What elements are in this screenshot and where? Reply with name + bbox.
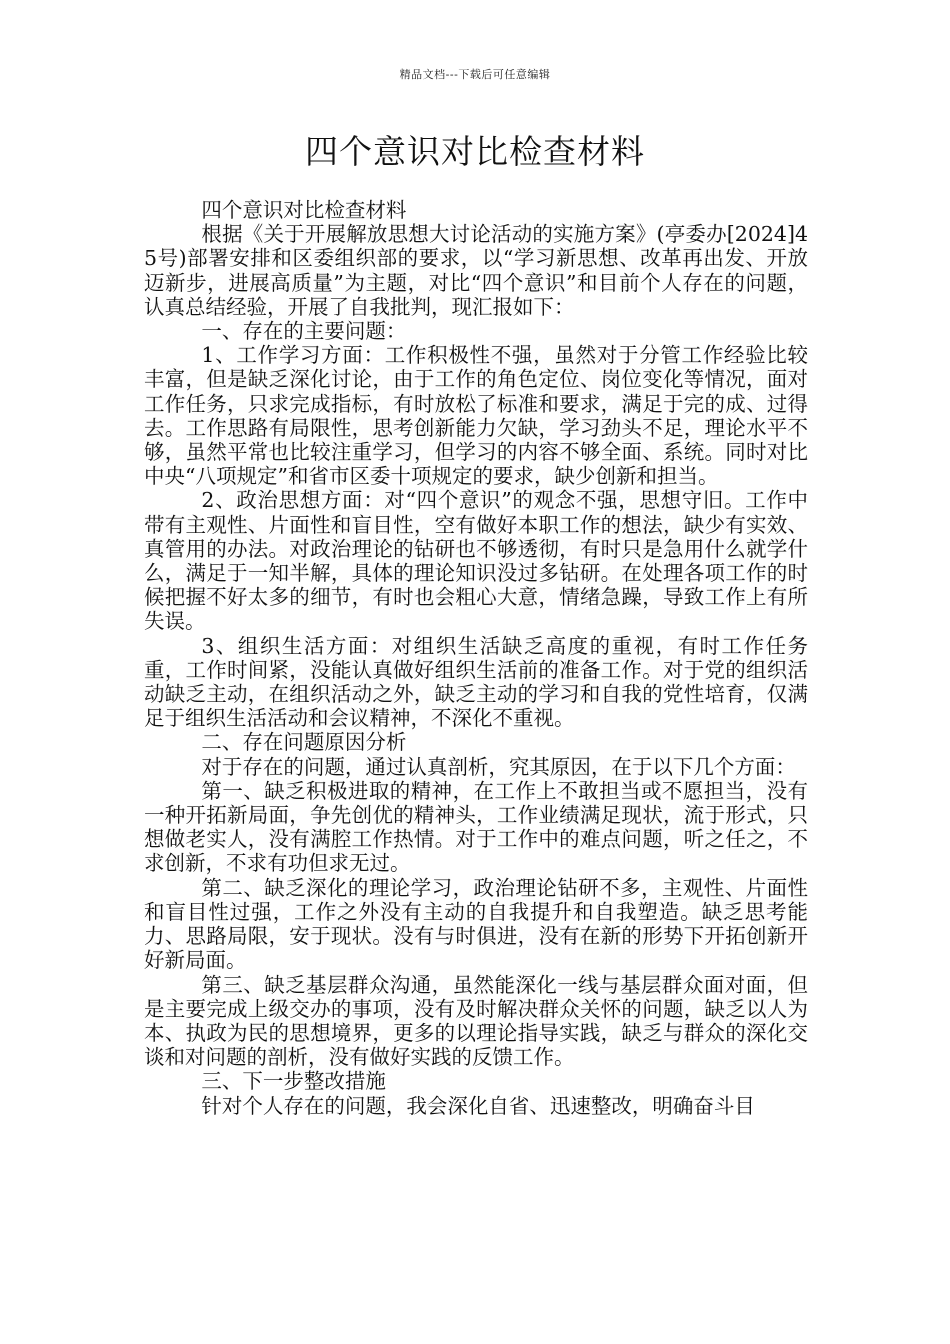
section-heading-causes: 二、存在问题原因分析 <box>201 730 407 755</box>
paragraph-cause-3: 第三、缺乏基层群众沟通，虽然能深化一线与基层群众面对面，但是主要完成上级交办的事项，没有及时解决群众关怀的问题，缺乏以人为本、执政为民的思想境界，更多的以理论指导实践，缺乏与群众的深化交谈和对问题的剖析，没有做好实践的反馈工作。 <box>144 972 808 1070</box>
paragraph-cause-2: 第二、缺乏深化的理论学习，政治理论钻研不多，主观性、片面性和盲目性过强，工作之外没有主动的自我提升和自我塑造。缺乏思考能力、思路局限，安于现状。没有与时俱进，没有在新的形势下开拓创新开好新局面。 <box>144 875 808 973</box>
section-heading-problems: 一、存在的主要问题： <box>201 319 407 344</box>
paragraph-measures-intro: 针对个人存在的问题，我会深化自省、迅速整改，明确奋斗目 <box>201 1093 755 1118</box>
paragraph-problem-3: 3、组织生活方面：对组织生活缺乏高度的重视，有时工作任务重，工作时间紧，没能认真做好组织生活前的准备工作。对于党的组织活动缺乏主动，在组织活动之外，缺乏主动的学习和自我的党性培育，仅满足于组织生活活动和会议精神，不深化不重视。 <box>144 633 808 731</box>
page-header: 精品文档---下载后可任意编辑 <box>399 68 551 81</box>
paragraph-subtitle: 四个意识对比检查材料 <box>201 198 407 222</box>
paragraph-intro: 根据《关于开展解放思想大讨论活动的实施方案》(亭委办[2024]45号)部署安排和区委组织部的要求，以“学习新思想、改革再出发、开放迈新步，进展高质量”为主题，对比“四个意识”和目前个人存在的问题，认真总结经验，开展了自我批判，现汇报如下： <box>144 222 808 319</box>
document-body <box>144 198 808 1118</box>
paragraph-causes-intro: 对于存在的问题，通过认真剖析，究其原因，在于以下几个方面： <box>201 754 796 779</box>
section-heading-measures: 三、下一步整改措施 <box>201 1069 386 1094</box>
paragraph-cause-1: 第一、缺乏积极进取的精神，在工作上不敢担当或不愿担当，没有一种开拓新局面，争先创优的精神头，工作业绩满足现状，流于形式，只想做老实人，没有满腔工作热情。对于工作中的难点问题，听之任之，不求创新，不求有功但求无过。 <box>144 778 808 876</box>
document-title: 四个意识对比检查材料 <box>305 132 645 171</box>
paragraph-problem-1: 1、工作学习方面：工作积极性不强，虽然对于分管工作经验比较丰富，但是缺乏深化讨论，由于工作的角色定位、岗位变化等情况，面对工作任务，只求完成指标，有时放松了标准和要求，满足于完的成、过得去。工作思路有局限性，思考创新能力欠缺，学习劲头不足，理论水平不够，虽然平常也比较注重学习，但学习的内容不够全面、系统。同时对比中央“八项规定”和省市区委十项规定的要求，缺少创新和担当。 <box>144 343 808 489</box>
paragraph-problem-2: 2、政治思想方面：对“四个意识”的观念不强，思想守旧。工作中带有主观性、片面性和盲目性，空有做好本职工作的想法，缺少有实效、真管用的办法。对政治理论的钻研也不够透彻，有时只是急用什么就学什么，满足于一知半解，具体的理论知识没过多钻研。在处理各项工作的时候把握不好太多的细节，有时也会粗心大意，情绪急躁，导致工作上有所失误。 <box>144 488 808 634</box>
